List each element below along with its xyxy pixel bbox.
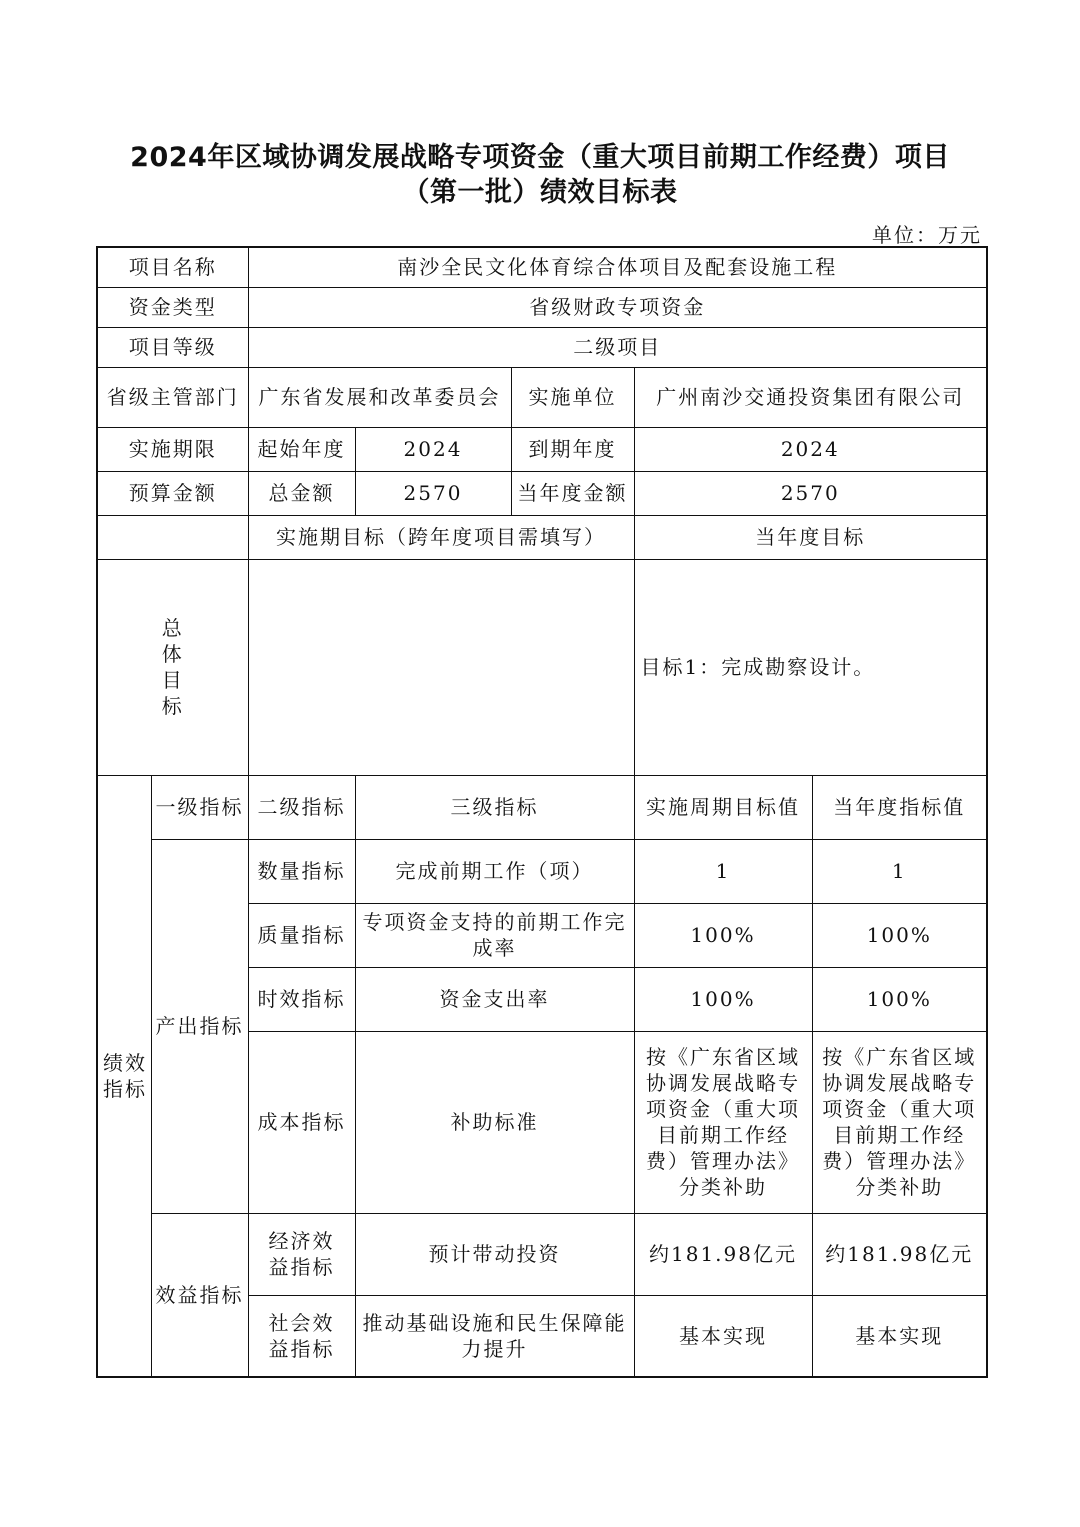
fund-type-value: 省级财政专项资金 [248,287,987,327]
table-row-period-target: 1 [634,839,812,903]
table-row-year-target: 100% [812,903,987,967]
table-row-year-target: 100% [812,967,987,1031]
table-row-year-target: 按《广东省区域协调发展战略专项资金（重大项目前期工作经费）管理办法》分类补助 [812,1031,987,1213]
total-amount-value: 2570 [355,471,511,515]
table-row-level2: 质量指标 [248,903,355,967]
project-name-label: 项目名称 [97,247,248,287]
year-goal-header: 当年度目标 [634,515,987,559]
output-indicator-label: 产出指标 [151,839,248,1213]
department-label: 省级主管部门 [97,367,248,427]
table-row-period-target: 按《广东省区域协调发展战略专项资金（重大项目前期工作经费）管理办法》分类补助 [634,1031,812,1213]
end-year-value: 2024 [634,427,987,471]
period-goal-value [248,559,634,775]
performance-target-table [96,246,988,1378]
implementing-unit-value: 广州南沙交通投资集团有限公司 [634,367,987,427]
table-row-level2: 社会效益指标 [248,1295,355,1377]
table-row-level2: 时效指标 [248,967,355,1031]
end-year-label: 到期年度 [511,427,634,471]
table-row-year-target: 基本实现 [812,1295,987,1377]
period-goal-header: 实施期目标（跨年度项目需填写） [248,515,634,559]
year-target-header: 当年度指标值 [812,775,987,839]
table-row-level2: 数量指标 [248,839,355,903]
project-level-value: 二级项目 [248,327,987,367]
title-line-2: （第一批）绩效目标表 [402,177,678,208]
level1-header: 一级指标 [151,775,248,839]
fund-type-label: 资金类型 [97,287,248,327]
year-amount-label: 当年度金额 [511,471,634,515]
implementing-unit-label: 实施单位 [511,367,634,427]
performance-indicators-text: 绩效指标 [103,1050,147,1101]
start-year-value: 2024 [355,427,511,471]
department-value: 广东省发展和改革委员会 [248,367,511,427]
table-row-year-target: 1 [812,839,987,903]
overall-goal-label [97,559,248,775]
year-amount-value: 2570 [634,471,987,515]
table-row-level3: 推动基础设施和民生保障能力提升 [355,1295,634,1377]
year-goal-value: 目标1：完成勘察设计。 [634,559,987,775]
table-row-period-target: 100% [634,967,812,1031]
table-row-period-target: 100% [634,903,812,967]
project-level-label: 项目等级 [97,327,248,367]
level2-header: 二级指标 [248,775,355,839]
table-row-year-target: 约181.98亿元 [812,1213,987,1295]
level3-header: 三级指标 [355,775,634,839]
budget-label: 预算金额 [97,471,248,515]
table-row-level2: 成本指标 [248,1031,355,1213]
title-line-1: 2024年区域协调发展战略专项资金（重大项目前期工作经费）项目 [130,142,950,173]
project-name-value: 南沙全民文化体育综合体项目及配套设施工程 [248,247,987,287]
unit-note: 单位：万元 [872,223,982,247]
start-year-label: 起始年度 [248,427,355,471]
table-row-period-target: 基本实现 [634,1295,812,1377]
performance-indicators-label [97,775,151,1377]
goals-header-blank [97,515,248,559]
total-amount-label: 总金额 [248,471,355,515]
table-row-level3: 完成前期工作（项） [355,839,634,903]
period-target-header: 实施周期目标值 [634,775,812,839]
table-row-level3: 补助标准 [355,1031,634,1213]
table-row-level3: 专项资金支持的前期工作完成率 [355,903,634,967]
benefit-indicator-label: 效益指标 [151,1213,248,1377]
table-row-period-target: 约181.98亿元 [634,1213,812,1295]
overall-goal-label-text: 总体目标 [161,616,184,718]
table-row-level3: 资金支出率 [355,967,634,1031]
period-label: 实施期限 [97,427,248,471]
table-row-level3: 预计带动投资 [355,1213,634,1295]
table-row-level2: 经济效益指标 [248,1213,355,1295]
document-title [60,140,1020,210]
